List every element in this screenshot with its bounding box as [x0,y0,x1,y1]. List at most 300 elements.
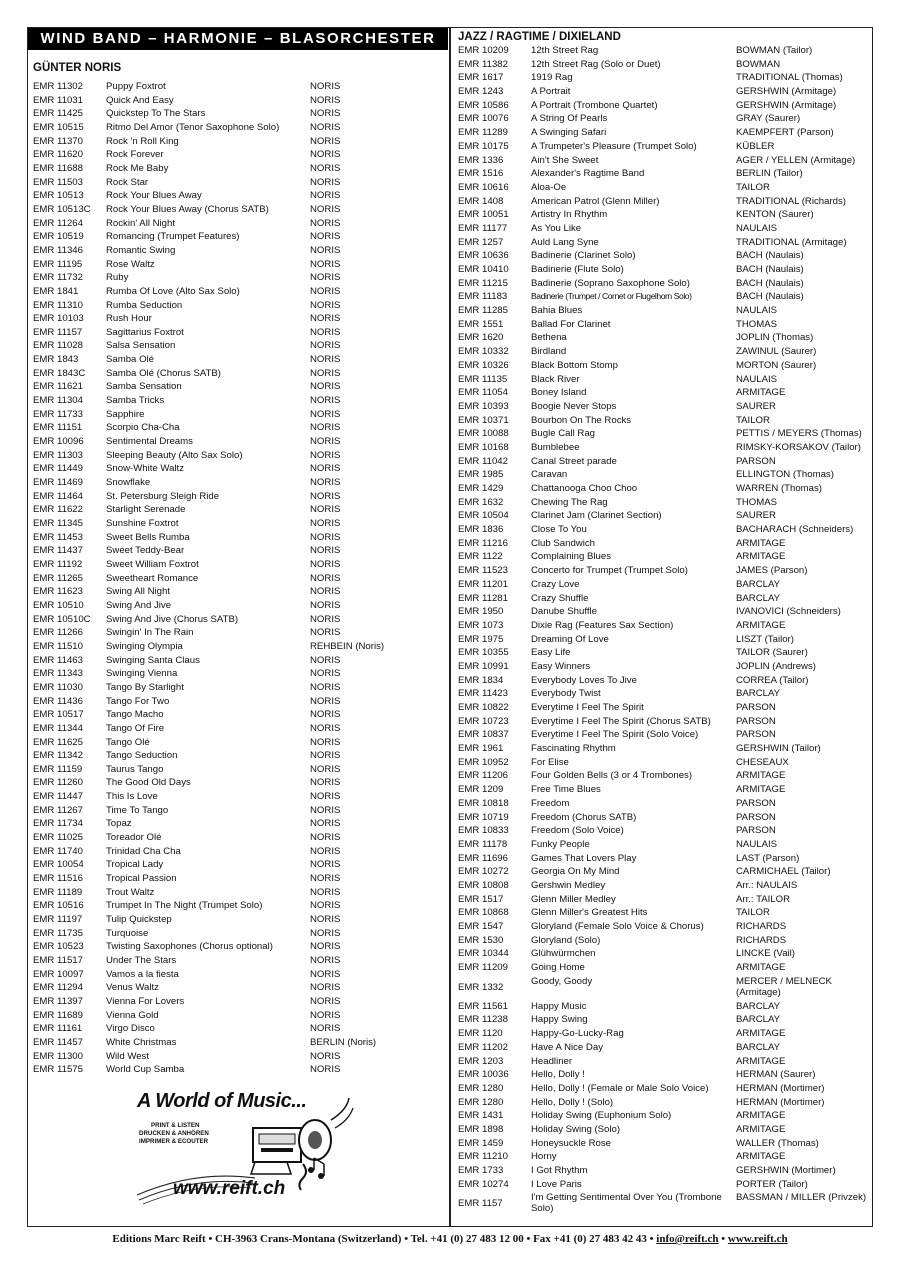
item-composer: LINCKE (Vail) [736,948,795,960]
catalogue-item [33,81,445,95]
item-code: EMR 11302 [33,81,83,92]
catalogue-item [458,483,870,497]
item-code: EMR 11463 [33,654,83,666]
item-title: Chewing The Rag [531,496,608,508]
catalogue-item [458,579,870,593]
item-composer: AGER / YELLEN (Armitage) [736,154,856,166]
item-title: Tango By Starlight [106,681,184,693]
item-composer: NORIS [310,395,341,407]
left-section-heading: GÜNTER NORIS [33,62,122,74]
item-title: Puppy Foxtrot [106,81,166,92]
item-title: Swingin' In The Rain [106,627,194,639]
catalogue-item [458,428,870,442]
item-title: Chattanooga Choo Choo [531,483,638,494]
item-title: Caravan [531,469,568,481]
item-code: EMR 11346 [33,244,83,256]
item-composer: GERSHWIN (Armitage) [736,99,837,111]
item-title: Honeysuckle Rose [531,1137,611,1149]
item-composer: NORIS [310,299,341,311]
item-title: Swing And Jive [106,599,172,611]
item-title: Rush Hour [106,313,152,325]
world-of-music-logo[interactable] [135,1090,355,1205]
item-composer: SAURER [736,510,776,522]
item-title: Tango Olé [106,736,150,748]
catalogue-item [458,729,870,743]
catalogue-item [458,510,870,524]
item-title: A String Of Pearls [531,113,608,125]
right-section-heading: JAZZ / RAGTIME / DIXIELAND [458,31,621,43]
catalogue-item [33,600,445,614]
item-composer: BACHARACH (Schneiders) [736,524,854,536]
item-title: Rumba Seduction [106,299,183,311]
item-code: EMR 1733 [458,1165,504,1176]
item-title: Badinerie (Clarinet Solo) [531,250,636,262]
catalogue-item [458,1110,870,1124]
item-code: EMR 11238 [458,1014,508,1026]
item-composer: LAST (Parson) [736,852,800,864]
item-code: EMR 11216 [458,537,508,549]
item-title: Samba Sensation [106,381,182,393]
item-composer: NORIS [310,258,341,270]
catalogue-item [458,1014,870,1028]
footer-fax: Fax +41 (0) 27 483 42 43 [533,1233,647,1245]
item-composer: BARCLAY [736,592,781,604]
catalogue-item [458,415,870,429]
item-code: EMR 10837 [458,729,509,741]
item-code: EMR 11344 [33,722,83,734]
catalogue-item [458,72,870,86]
item-title: Rumba Of Love (Alto Sax Solo) [106,285,240,297]
item-composer: TAILOR (Saurer) [736,647,808,659]
item-code: EMR 11028 [33,340,83,352]
catalogue-item [458,798,870,812]
item-title: Bourbon On The Rocks [531,414,632,426]
item-title: Gloryland (Solo) [531,934,601,946]
catalogue-item [33,955,445,969]
item-composer: NORIS [310,914,341,926]
item-code: EMR 11285 [458,305,508,317]
item-title: Rockin' All Night [106,217,176,229]
item-composer: THOMAS [736,496,778,508]
item-title: Tango Seduction [106,750,178,762]
item-title: Hello, Dolly ! (Female or Male Solo Voice) [531,1082,709,1094]
catalogue-item [458,264,870,278]
item-title: St. Petersburg Sleigh Ride [106,490,220,502]
item-composer: KENTON (Saurer) [736,209,814,221]
item-composer: ZAWINUL (Saurer) [736,346,817,358]
catalogue-item [458,319,870,333]
catalogue-item [33,737,445,751]
item-code: EMR 1985 [458,469,504,481]
item-composer: JOPLIN (Andrews) [736,660,816,672]
item-code: EMR 11561 [458,1000,508,1012]
item-composer: NORIS [310,81,341,92]
item-composer: NORIS [310,995,341,1007]
item-code: EMR 1961 [458,743,504,755]
item-title: Freedom (Chorus SATB) [531,811,637,823]
item-composer: IVANOVICI (Schneiders) [736,606,841,618]
item-title: I Got Rhythm [531,1165,588,1176]
item-composer: NORIS [310,763,341,775]
item-composer: NORIS [310,354,341,366]
catalogue-item [458,825,870,839]
item-composer: CARMICHAEL (Tailor) [736,866,831,878]
item-composer: BERLIN (Noris) [310,1036,377,1048]
item-code: EMR 1950 [458,606,504,618]
item-code: EMR 11195 [33,258,83,270]
item-code: EMR 11031 [33,94,83,106]
item-composer: NORIS [310,845,341,857]
item-composer: BACH (Naulais) [736,291,804,303]
catalogue-item [33,436,445,450]
catalogue-item [458,634,870,648]
item-composer: Arr.: TAILOR [736,893,791,905]
item-title: Twisting Saxophones (Chorus optional) [106,941,273,953]
item-code: EMR 11294 [33,982,83,994]
item-code: EMR 1431 [458,1110,504,1122]
item-code: EMR 10326 [458,359,509,371]
item-title: Horny [531,1151,557,1163]
item-title: Hello, Dolly ! (Solo) [531,1096,614,1108]
item-composer: NORIS [310,777,341,789]
item-title: This Is Love [106,791,158,803]
item-title: Sweet Bells Rumba [106,531,190,543]
catalogue-item [458,346,870,360]
item-title: Venus Waltz [106,982,159,994]
item-code: EMR 11449 [33,463,83,475]
item-title: As You Like [531,222,582,234]
item-code: EMR 11457 [33,1036,83,1048]
item-composer: NORIS [310,736,341,748]
item-code: EMR 11342 [33,750,83,762]
item-composer: RICHARDS [736,934,787,946]
item-code: EMR 1243 [458,86,504,98]
item-composer: WARREN (Thomas) [736,483,822,494]
item-code: EMR 1898 [458,1123,504,1135]
item-code: EMR 1280 [458,1082,504,1094]
item-code: EMR 11030 [33,681,83,693]
item-title: 1919 Rag [531,72,573,84]
item-title: Samba Olé (Chorus SATB) [106,367,221,379]
item-code: EMR 11215 [458,277,508,289]
catalogue-item [458,921,870,935]
item-code: EMR 11206 [458,770,508,782]
item-composer: NORIS [310,436,341,448]
item-title: Gershwin Medley [531,879,606,891]
item-title: Tango For Two [106,695,170,707]
item-title: Tulip Quickstep [106,914,172,926]
item-composer: NORIS [310,859,341,871]
section-banner: WIND BAND – HARMONIE – BLASORCHESTER [28,28,448,50]
catalogue-item [33,245,445,259]
item-code: EMR 10410 [458,264,509,275]
item-composer: ARMITAGE [736,784,786,796]
item-code: EMR 11281 [458,592,508,604]
item-code: EMR 11370 [33,135,83,147]
item-title: Hello, Dolly ! [531,1069,585,1081]
item-title: Sentimental Dreams [106,436,193,448]
item-composer: NORIS [310,108,341,120]
item-title: Tango Macho [106,709,164,721]
catalogue-item [33,190,445,204]
catalogue-item [458,839,870,853]
item-composer: HERMAN (Saurer) [736,1069,816,1081]
item-title: Funky People [531,838,590,850]
catalogue-item [33,218,445,232]
item-title: Samba Tricks [106,395,165,407]
catalogue-item [458,1138,870,1152]
item-title: Auld Lang Syne [531,236,599,248]
item-composer: NORIS [310,231,341,243]
item-composer: TRADITIONAL (Thomas) [736,72,843,84]
item-composer: NORIS [310,272,341,284]
item-code: EMR 11732 [33,272,83,284]
catalogue-item [458,1097,870,1111]
item-composer: ARMITAGE [736,551,786,563]
item-composer: NORIS [310,873,341,885]
item-composer: NAULAIS [736,838,778,850]
item-composer: RIMSKY-KORSAKOV (Tailor) [736,441,861,453]
item-composer: PORTER (Tailor) [736,1178,808,1190]
item-title: Bugle Call Rag [531,428,595,440]
logo-url-link[interactable]: www.reift.ch [173,1178,286,1199]
item-code: EMR 11192 [33,558,83,570]
item-composer: CHESEAUX [736,756,789,768]
catalogue-item [458,250,870,264]
item-title: Toreador Olé [106,832,162,844]
item-composer: NORIS [310,1023,341,1035]
catalogue-item [458,1028,870,1042]
item-title: Black River [531,373,580,385]
item-code: EMR 11303 [33,449,83,461]
catalogue-item [458,1124,870,1138]
item-composer: PARSON [736,811,776,823]
item-composer: BACH (Naulais) [736,277,804,289]
item-code: EMR 10513C [33,203,91,215]
item-composer: NORIS [310,162,341,174]
item-title: Starlight Serenade [106,504,186,516]
item-code: EMR 10822 [458,702,509,713]
item-composer: BOWMAN [736,58,781,70]
catalogue-item [458,606,870,620]
catalogue-item [458,469,870,483]
item-title: 12th Street Rag [531,45,599,56]
catalogue-item [33,1064,445,1078]
catalogue-item [33,614,445,628]
item-composer: NORIS [310,750,341,762]
item-title: Easy Winners [531,660,591,672]
item-code: EMR 11289 [458,127,508,139]
item-title: Romancing (Trumpet Features) [106,231,240,243]
catalogue-item [33,846,445,860]
item-composer: NORIS [310,968,341,980]
footer-email-link[interactable]: info@reift.ch [656,1233,719,1245]
catalogue-item [458,620,870,634]
catalogue-item [33,969,445,983]
logo-tagline-fr: IMPRIMER & ECOUTER [139,1138,209,1145]
logo-tagline-en: PRINT & LISTEN [151,1122,200,1129]
item-title: Concerto for Trumpet (Trumpet Solo) [531,565,688,577]
item-composer: NORIS [310,654,341,666]
item-code: EMR 1157 [458,1198,503,1210]
item-title: Everybody Twist [531,688,601,700]
item-title: Happy Swing [531,1014,588,1026]
item-title: Boney Island [531,387,587,399]
item-title: Have A Nice Day [531,1041,603,1053]
item-title: Samba Olé [106,354,154,366]
item-code: EMR 11260 [33,777,83,789]
catalogue-item [458,113,870,127]
item-composer: PETTIS / MEYERS (Thomas) [736,428,862,440]
item-title: Vamos a la fiesta [106,968,179,980]
catalogue-item [33,764,445,778]
item-code: EMR 11264 [33,217,83,229]
item-code: EMR 11622 [33,504,83,516]
item-title: Everytime I Feel The Spirit (Chorus SATB) [531,715,711,727]
item-code: EMR 11397 [33,995,83,1007]
item-code: EMR 1517 [458,893,504,905]
item-code: EMR 10517 [33,709,84,721]
item-title: Bumblebee [531,441,580,453]
item-code: EMR 10723 [458,715,509,727]
item-code: EMR 11310 [33,299,83,311]
catalogue-item [458,880,870,894]
catalogue-item [33,122,445,136]
catalogue-item [33,559,445,573]
item-title: Salsa Sensation [106,340,176,352]
item-code: EMR 1834 [458,674,504,686]
catalogue-item [458,223,870,237]
catalogue-item [33,859,445,873]
catalogue-item [458,141,870,155]
item-composer: NORIS [310,408,341,420]
item-composer: NORIS [310,531,341,543]
item-composer: NORIS [310,94,341,106]
catalogue-item [33,409,445,423]
item-title: Bahia Blues [531,305,583,317]
catalogue-item [33,518,445,532]
catalogue-item [33,1037,445,1051]
item-title: Sweetheart Romance [106,572,199,584]
item-code: EMR 10332 [458,346,509,358]
catalogue-item [33,545,445,559]
item-composer: HERMAN (Mortimer) [736,1082,825,1094]
item-composer: NORIS [310,627,341,639]
item-code: EMR 11623 [33,586,83,598]
catalogue-item [33,108,445,122]
item-code: EMR 1843 [33,354,79,366]
catalogue-item [458,1151,870,1165]
item-code: EMR 11161 [33,1023,83,1035]
item-composer: ARMITAGE [736,619,786,631]
catalogue-item [33,286,445,300]
item-composer: NORIS [310,463,341,475]
item-code: EMR 11735 [33,927,83,939]
item-title: Close To You [531,524,587,536]
catalogue-item [458,935,870,949]
item-composer: NORIS [310,695,341,707]
item-composer: CORREA (Tailor) [736,674,809,686]
item-code: EMR 1209 [458,784,504,796]
catalogue-item [458,894,870,908]
item-code: EMR 11575 [33,1064,83,1076]
item-title: World Cup Samba [106,1064,185,1076]
catalogue-item [458,1192,870,1217]
item-title: Under The Stars [106,955,177,966]
catalogue-item [458,565,870,579]
catalogue-item [458,593,870,607]
item-title: Black Bottom Stomp [531,359,618,371]
item-code: EMR 1280 [458,1096,504,1108]
item-title: Badinerie (Soprano Saxophone Solo) [531,277,690,289]
item-composer: NORIS [310,285,341,297]
item-composer: RICHARDS [736,921,787,932]
item-title: Swinging Santa Claus [106,654,200,666]
item-code: EMR 11202 [458,1041,508,1053]
item-title: Wild West [106,1050,149,1062]
catalogue-item [458,702,870,716]
footer-web-link[interactable]: www.reift.ch [727,1233,788,1245]
item-title: Dixie Rag (Features Sax Section) [531,619,674,631]
footer: Editions Marc Reift • CH-3963 Crans-Montana (Switzerland) • Tel. +41 (0) 27 483 12 00 • Fax +41 (0) 27 483 42 43 • info@reift.ch • www.reift.ch [112,1233,788,1245]
item-composer: SAURER [736,400,776,412]
item-title: Rock 'n Roll King [106,135,179,147]
item-composer: GRAY (Saurer) [736,113,801,125]
catalogue-item [458,237,870,251]
item-composer: NORIS [310,668,341,680]
item-title: Everytime I Feel The Spirit [531,702,644,713]
item-code: EMR 10808 [458,879,509,891]
item-composer: NORIS [310,121,341,133]
item-code: EMR 10371 [458,414,509,426]
item-composer: TAILOR [736,907,770,919]
item-code: EMR 1257 [458,236,504,248]
item-title: A Swinging Safari [531,127,607,139]
item-title: Clarinet Jam (Clarinet Section) [531,510,662,522]
item-code: EMR 11159 [33,763,83,775]
item-title: Ritmo Del Amor (Tenor Saxophone Solo) [106,121,280,133]
item-composer: NORIS [310,545,341,557]
item-title: Headliner [531,1055,573,1067]
catalogue-item [458,853,870,867]
catalogue-item [33,504,445,518]
catalogue-item [458,962,870,976]
catalogue-item [33,928,445,942]
item-composer: ARMITAGE [736,387,786,399]
item-composer: LISZT (Tailor) [736,633,794,645]
item-composer: NORIS [310,558,341,570]
item-composer: ARMITAGE [736,1151,786,1163]
item-title: I'm Getting Sentimental Over You (Trombone Solo) [531,1192,722,1215]
item-title: Time To Tango [106,804,169,816]
item-composer: TRADITIONAL (Armitage) [736,236,847,248]
item-code: EMR 11510 [33,640,83,652]
catalogue-item [458,1042,870,1056]
item-code: EMR 10515 [33,121,84,133]
item-code: EMR 11734 [33,818,83,830]
item-composer: GERSHWIN (Armitage) [736,86,837,98]
item-code: EMR 10719 [458,811,509,823]
catalogue-item [33,354,445,368]
item-title: Everytime I Feel The Spirit (Solo Voice) [531,729,699,741]
item-code: EMR 11423 [458,688,508,700]
item-title: The Good Old Days [106,777,191,789]
item-composer: Arr.: NAULAIS [736,879,798,891]
item-composer: TRADITIONAL (Richards) [736,195,846,207]
item-code: EMR 10868 [458,907,509,919]
catalogue-item [458,907,870,921]
catalogue-item [33,477,445,491]
